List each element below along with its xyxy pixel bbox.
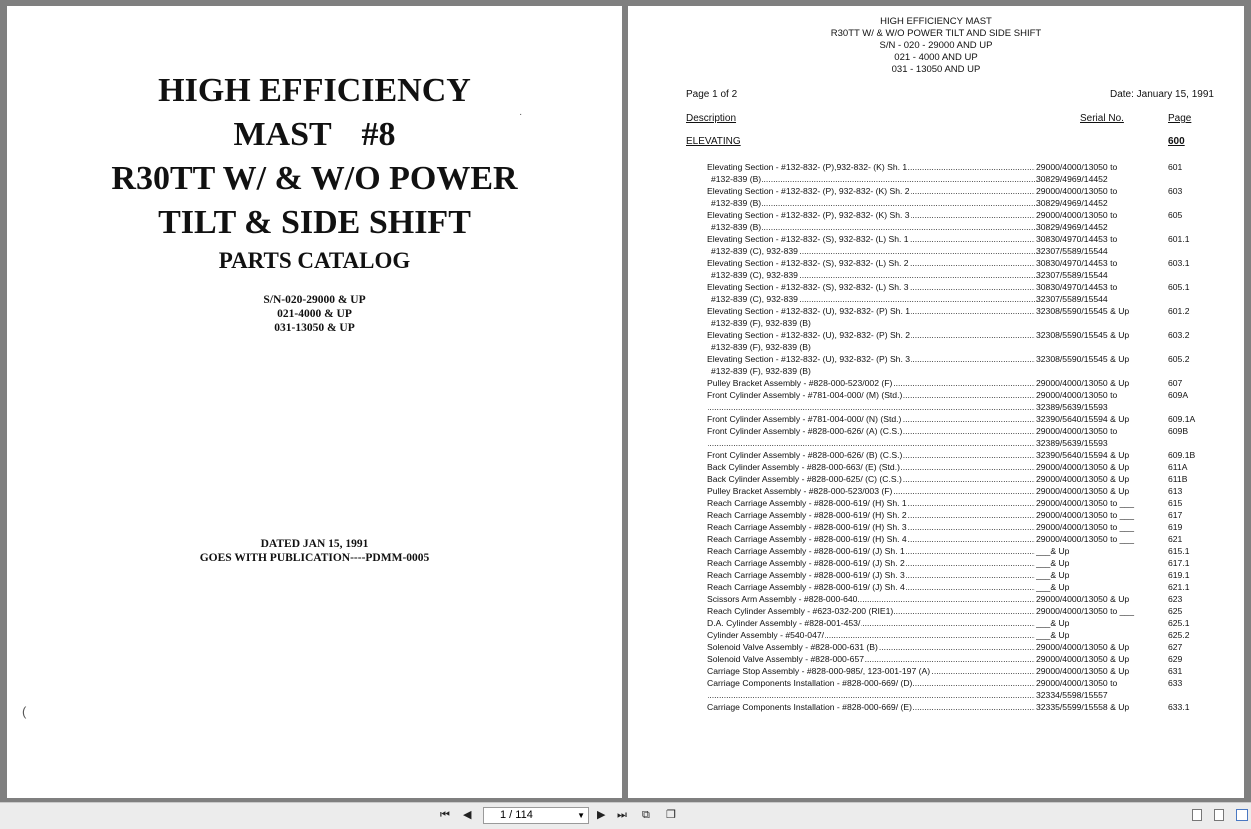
section-heading: ELEVATING — [686, 136, 741, 147]
cover-title-line-2: MAST #8 — [233, 116, 396, 153]
row-description — [707, 305, 1035, 317]
index-row — [628, 245, 1244, 257]
row-description — [707, 593, 1035, 605]
row-serial: 30829/4969/14452 — [1036, 222, 1108, 232]
row-description — [707, 209, 1035, 221]
row-description — [707, 257, 1035, 269]
row-page: 629 — [1168, 654, 1183, 664]
index-row — [628, 617, 1244, 629]
index-row — [628, 605, 1244, 617]
index-row — [628, 389, 1244, 401]
row-description — [707, 473, 1035, 485]
index-row — [628, 269, 1244, 281]
row-description-text: #132-839 (C), 932-839 — [711, 270, 798, 280]
row-page: 601.1 — [1168, 234, 1190, 244]
row-page: 621.1 — [1168, 582, 1190, 592]
row-description-text: Back Cylinder Assembly - #828-000-663/ (E) (Std.) — [707, 462, 900, 472]
index-row — [628, 413, 1244, 425]
index-row — [628, 221, 1244, 233]
row-page: 603.1 — [1168, 258, 1190, 268]
row-serial: 30830/4970/14453 to — [1036, 282, 1118, 292]
cover-page — [7, 6, 622, 798]
last-page-icon[interactable]: ⏭ — [617, 809, 627, 821]
row-description — [707, 641, 1035, 653]
cover-dated-block — [7, 537, 622, 565]
row-page: 605.1 — [1168, 282, 1190, 292]
row-description-text: Elevating Section - #132-832- (U), 932-832- (P) Sh. 3 — [707, 354, 911, 364]
row-description — [707, 425, 1035, 437]
index-row — [628, 173, 1244, 185]
index-header-line-5: 031 - 13050 AND UP — [891, 64, 981, 75]
row-page: 627 — [1168, 642, 1183, 652]
index-row — [628, 341, 1244, 353]
row-description — [707, 437, 1035, 449]
cover-serial-3: 031-13050 & UP — [274, 322, 355, 334]
row-description — [711, 197, 1039, 209]
row-description-text: Pulley Bracket Assembly - #828-000-523/003 (F) — [707, 486, 893, 496]
row-description-text: Elevating Section - #132-832- (P), 932-832- (K) Sh. 2 — [707, 186, 910, 196]
index-row — [628, 461, 1244, 473]
row-description — [711, 341, 1039, 353]
row-description-text: #132-839 (B) — [711, 222, 762, 232]
single-page-view-icon[interactable]: ⧉ — [642, 809, 650, 821]
row-description — [707, 533, 1035, 545]
row-description-text: Carriage Components Installation - #828-000-669/ (E) — [707, 702, 912, 712]
row-serial: 29000/4000/13050 to — [1036, 678, 1118, 688]
row-serial: 29000/4000/13050 to — [1036, 210, 1118, 220]
row-page: 633.1 — [1168, 702, 1190, 712]
cover-subtitle: PARTS CATALOG — [218, 248, 411, 273]
row-serial: ___& Up — [1036, 618, 1070, 628]
row-description-text: #132-839 (B) — [711, 174, 762, 184]
row-description-text: #132-839 (B) — [711, 198, 762, 208]
index-row — [628, 437, 1244, 449]
index-row — [628, 425, 1244, 437]
row-description-text: Front Cylinder Assembly - #828-000-626/ (B) (C.S.) — [707, 450, 903, 460]
row-description — [707, 401, 1035, 413]
row-description-text: Reach Carriage Assembly - #828-000-619/ (H) Sh. 1 — [707, 498, 907, 508]
row-description — [707, 581, 1035, 593]
row-description-text: Reach Carriage Assembly - #828-000-619/ (H) Sh. 4 — [707, 534, 907, 544]
row-page: 633 — [1168, 678, 1183, 688]
index-row — [628, 629, 1244, 641]
index-row — [628, 569, 1244, 581]
cover-title-line-3: R30TT W/ & W/O POWER — [111, 160, 518, 197]
page-of-label: Page 1 of 2 — [686, 89, 738, 100]
row-serial: 29000/4000/13050 to ___ — [1036, 498, 1134, 508]
row-page: 625.2 — [1168, 630, 1190, 640]
index-row — [628, 185, 1244, 197]
index-row — [628, 665, 1244, 677]
row-page: 607 — [1168, 378, 1183, 388]
row-description-text: Reach Carriage Assembly - #828-000-619/ (H) Sh. 2 — [707, 510, 907, 520]
row-serial: 29000/4000/13050 to — [1036, 426, 1118, 436]
index-row — [628, 317, 1244, 329]
index-row — [628, 701, 1244, 713]
row-description — [707, 161, 1035, 173]
row-description-text: #132-839 (C), 932-839 — [711, 246, 798, 256]
row-description-text: Back Cylinder Assembly - #828-000-625/ (C) (C.S.) — [707, 474, 902, 484]
row-description-text: Reach Carriage Assembly - #828-000-619/ (J) Sh. 1 — [707, 546, 905, 556]
row-description-text: #132-839 (C), 932-839 — [711, 294, 798, 304]
date-label: Date: January 15, 1991 — [1110, 89, 1214, 100]
cover-serial-2: 021-4000 & UP — [277, 308, 352, 320]
row-description-text: Elevating Section - #132-832- (P), 932-832- (K) Sh. 3 — [707, 210, 910, 220]
row-description-text: Scissors Arm Assembly - #828-000-640 — [707, 594, 858, 604]
row-description-text: Solenoid Valve Assembly - #828-000-657 — [707, 654, 865, 664]
row-description — [711, 365, 1039, 377]
row-serial: 29000/4000/13050 to — [1036, 390, 1118, 400]
row-description-text: Front Cylinder Assembly - #781-004-000/ (N) (Std.) — [707, 414, 902, 424]
row-serial: 32390/5640/15594 & Up — [1036, 414, 1130, 424]
row-page: 613 — [1168, 486, 1183, 496]
row-serial: 30829/4969/14452 — [1036, 174, 1108, 184]
cover-title-line-1: HIGH EFFICIENCY — [158, 72, 471, 109]
page-number-value: 1 / 114 — [500, 809, 533, 821]
row-description — [707, 509, 1035, 521]
row-serial: 30830/4970/14453 to — [1036, 258, 1118, 268]
row-serial: 30830/4970/14453 to — [1036, 234, 1118, 244]
index-row — [628, 293, 1244, 305]
row-page: 605 — [1168, 210, 1183, 220]
row-page: 615.1 — [1168, 546, 1190, 556]
row-description-text: Pulley Bracket Assembly - #828-000-523/002 (F) — [707, 378, 893, 388]
row-description-text: #132-839 (F), 932-839 (B) — [711, 366, 811, 376]
row-description-text: Reach Carriage Assembly - #828-000-619/ (J) Sh. 2 — [707, 558, 905, 568]
row-description — [707, 281, 1035, 293]
index-row — [628, 533, 1244, 545]
first-page-icon[interactable]: ⏮ — [440, 809, 450, 821]
row-page: 625.1 — [1168, 618, 1190, 628]
row-page: 611A — [1168, 462, 1188, 472]
row-page: 603 — [1168, 186, 1183, 196]
row-description — [707, 497, 1035, 509]
row-page: 603.2 — [1168, 330, 1190, 340]
row-description — [707, 557, 1035, 569]
row-page: 631 — [1168, 666, 1183, 676]
row-description — [707, 461, 1035, 473]
row-description — [707, 677, 1035, 689]
index-row — [628, 473, 1244, 485]
row-description — [711, 245, 1039, 257]
row-description — [707, 329, 1035, 341]
row-page: 601.2 — [1168, 306, 1190, 316]
row-serial: 30829/4969/14452 — [1036, 198, 1108, 208]
scan-mark: ( — [22, 704, 27, 719]
row-description-text: Carriage Components Installation - #828-000-669/ (D) — [707, 678, 913, 688]
row-serial: 29000/4000/13050 & Up — [1036, 666, 1130, 676]
fit-page-icon[interactable] — [1192, 809, 1202, 821]
row-description-text: Elevating Section - #132-832- (P),932-832- (K) Sh. 1 — [707, 162, 908, 172]
row-serial: 32308/5590/15545 & Up — [1036, 330, 1130, 340]
row-description — [707, 653, 1035, 665]
index-row — [628, 581, 1244, 593]
cover-serial-1: S/N-020-29000 & UP — [263, 294, 366, 306]
row-serial: 29000/4000/13050 & Up — [1036, 474, 1130, 484]
index-row — [628, 521, 1244, 533]
row-page: 609.1B — [1168, 450, 1196, 460]
row-description — [707, 617, 1035, 629]
page-number-input[interactable] — [483, 807, 589, 824]
index-row — [628, 305, 1244, 317]
prev-page-icon[interactable]: ◀ — [463, 809, 472, 821]
row-description — [707, 233, 1035, 245]
row-description — [707, 353, 1035, 365]
col-header-serial: Serial No. — [1080, 113, 1124, 124]
row-description-text: Elevating Section - #132-832- (S), 932-832- (L) Sh. 3 — [707, 282, 909, 292]
index-page — [628, 6, 1244, 798]
row-description-text: D.A. Cylinder Assembly - #828-001-453/ — [707, 618, 861, 628]
row-serial: 32389/5639/15593 — [1036, 402, 1108, 412]
row-description-text — [707, 690, 708, 700]
index-row — [628, 257, 1244, 269]
row-description-text: Front Cylinder Assembly - #828-000-626/ (A) (C.S.) — [707, 426, 903, 436]
index-row — [628, 677, 1244, 689]
cover-title-line-4: TILT & SIDE SHIFT — [158, 204, 471, 241]
cover-dated: DATED JAN 15, 1991 — [260, 538, 369, 550]
row-description-text: Reach Carriage Assembly - #828-000-619/ (H) Sh. 3 — [707, 522, 907, 532]
index-row — [628, 497, 1244, 509]
fit-width-icon[interactable] — [1214, 809, 1224, 821]
row-page: 617 — [1168, 510, 1183, 520]
row-description-text: Elevating Section - #132-832- (U), 932-832- (P) Sh. 1 — [707, 306, 911, 316]
row-serial: 29000/4000/13050 & Up — [1036, 462, 1130, 472]
index-row — [628, 545, 1244, 557]
row-serial: ___& Up — [1036, 570, 1070, 580]
row-serial: ___& Up — [1036, 558, 1070, 568]
scan-speck: · — [519, 109, 523, 120]
row-page: 619.1 — [1168, 570, 1190, 580]
row-description-text: Reach Carriage Assembly - #828-000-619/ (J) Sh. 3 — [707, 570, 905, 580]
index-header-line-3: S/N - 020 - 29000 AND UP — [879, 40, 993, 51]
row-description-text: Elevating Section - #132-832- (S), 932-832- (L) Sh. 2 — [707, 258, 909, 268]
row-description — [707, 389, 1035, 401]
index-row — [628, 401, 1244, 413]
row-serial: 29000/4000/13050 & Up — [1036, 594, 1130, 604]
row-page: 623 — [1168, 594, 1183, 604]
row-description — [707, 521, 1035, 533]
next-page-icon[interactable]: ▶ — [597, 809, 606, 821]
row-description-text: Reach Carriage Assembly - #828-000-619/ (J) Sh. 4 — [707, 582, 905, 592]
index-row — [628, 653, 1244, 665]
row-page: 617.1 — [1168, 558, 1190, 568]
index-header-line-4: 021 - 4000 AND UP — [894, 52, 978, 63]
row-page: 609A — [1168, 390, 1189, 400]
row-description-text: Elevating Section - #132-832- (U), 932-832- (P) Sh. 2 — [707, 330, 911, 340]
row-serial: 29000/4000/13050 & Up — [1036, 378, 1130, 388]
index-row — [628, 209, 1244, 221]
row-description-text — [707, 438, 708, 448]
section-page-number: 600 — [1168, 136, 1185, 147]
row-serial: 29000/4000/13050 to ___ — [1036, 534, 1134, 544]
chevron-down-icon[interactable]: ▼ — [577, 811, 585, 820]
row-serial: 29000/4000/13050 to — [1036, 162, 1118, 172]
row-page: 609B — [1168, 426, 1189, 436]
viewer-toolbar — [0, 802, 1251, 829]
row-description-text: Carriage Stop Assembly - #828-000-985/, 123-001-197 (A) — [707, 666, 931, 676]
index-header — [628, 16, 1244, 76]
row-page: 621 — [1168, 534, 1183, 544]
row-description — [707, 629, 1035, 641]
index-rows — [628, 161, 1244, 713]
row-serial: 32334/5598/15557 — [1036, 690, 1108, 700]
row-serial: 29000/4000/13050 & Up — [1036, 486, 1130, 496]
row-serial: 32307/5589/15544 — [1036, 246, 1108, 256]
row-serial: 29000/4000/13050 & Up — [1036, 642, 1130, 652]
row-description — [711, 293, 1039, 305]
row-description — [707, 665, 1035, 677]
index-row — [628, 449, 1244, 461]
index-row — [628, 509, 1244, 521]
index-header-line-1: HIGH EFFICIENCY MAST — [880, 16, 992, 27]
row-page: 609.1A — [1168, 414, 1196, 424]
row-serial: 29000/4000/13050 to ___ — [1036, 606, 1134, 616]
row-page: 615 — [1168, 498, 1183, 508]
row-page: 605.2 — [1168, 354, 1190, 364]
row-serial: ___& Up — [1036, 546, 1070, 556]
row-description-text: Front Cylinder Assembly - #781-004-000/ (M) (Std.) — [707, 390, 903, 400]
row-description — [711, 269, 1039, 281]
row-description — [707, 545, 1035, 557]
row-description — [707, 185, 1035, 197]
index-row — [628, 353, 1244, 365]
row-description — [707, 569, 1035, 581]
row-description — [707, 449, 1035, 461]
row-serial: 32307/5589/15544 — [1036, 294, 1108, 304]
row-page: 611B — [1168, 474, 1188, 484]
row-serial: 29000/4000/13050 to ___ — [1036, 510, 1134, 520]
index-row — [628, 689, 1244, 701]
row-description — [707, 485, 1035, 497]
row-serial: 32308/5590/15545 & Up — [1036, 354, 1130, 364]
row-description-text: Reach Cylinder Assembly - #623-032-200 (RIE1) — [707, 606, 894, 616]
index-row — [628, 365, 1244, 377]
index-row — [628, 161, 1244, 173]
index-row — [628, 329, 1244, 341]
row-serial: 32389/5639/15593 — [1036, 438, 1108, 448]
row-description-text: #132-839 (F), 932-839 (B) — [711, 342, 811, 352]
index-row — [628, 485, 1244, 497]
row-serial: 32308/5590/15545 & Up — [1036, 306, 1130, 316]
index-row — [628, 641, 1244, 653]
row-description — [707, 377, 1035, 389]
index-header-line-2: R30TT W/ & W/O POWER TILT AND SIDE SHIFT — [830, 28, 1042, 39]
row-description-text: Cylinder Assembly - #540-047/ — [707, 630, 825, 640]
two-page-icon[interactable] — [1236, 809, 1248, 821]
index-row — [628, 557, 1244, 569]
row-description — [707, 689, 1035, 701]
row-description — [711, 317, 1039, 329]
row-description-text: #132-839 (F), 932-839 (B) — [711, 318, 811, 328]
cover-serials — [7, 293, 622, 335]
cover-publication: GOES WITH PUBLICATION----PDMM-0005 — [199, 552, 430, 564]
row-description-text: Solenoid Valve Assembly - #828-000-631 (B) — [707, 642, 878, 652]
row-description — [707, 413, 1035, 425]
index-row — [628, 197, 1244, 209]
col-header-page: Page — [1168, 113, 1192, 124]
index-row — [628, 377, 1244, 389]
row-serial: 32335/5599/15558 & Up — [1036, 702, 1130, 712]
row-serial: 32390/5640/15594 & Up — [1036, 450, 1130, 460]
row-serial: 29000/4000/13050 & Up — [1036, 654, 1130, 664]
row-serial: ___& Up — [1036, 630, 1070, 640]
row-page: 619 — [1168, 522, 1183, 532]
row-description-text: Elevating Section - #132-832- (S), 932-832- (L) Sh. 1 — [707, 234, 909, 244]
row-description — [707, 701, 1035, 713]
row-page: 601 — [1168, 162, 1183, 172]
index-row — [628, 593, 1244, 605]
col-header-description: Description — [686, 113, 737, 124]
row-serial: 32307/5589/15544 — [1036, 270, 1108, 280]
continuous-view-icon[interactable]: ❐ — [666, 809, 676, 821]
row-serial: 29000/4000/13050 to ___ — [1036, 522, 1134, 532]
row-serial: ___& Up — [1036, 582, 1070, 592]
index-row — [628, 281, 1244, 293]
row-description — [711, 221, 1039, 233]
row-description-text — [707, 402, 708, 412]
row-description — [711, 173, 1039, 185]
row-page: 625 — [1168, 606, 1183, 616]
row-description — [707, 605, 1035, 617]
index-row — [628, 233, 1244, 245]
row-serial: 29000/4000/13050 to — [1036, 186, 1118, 196]
